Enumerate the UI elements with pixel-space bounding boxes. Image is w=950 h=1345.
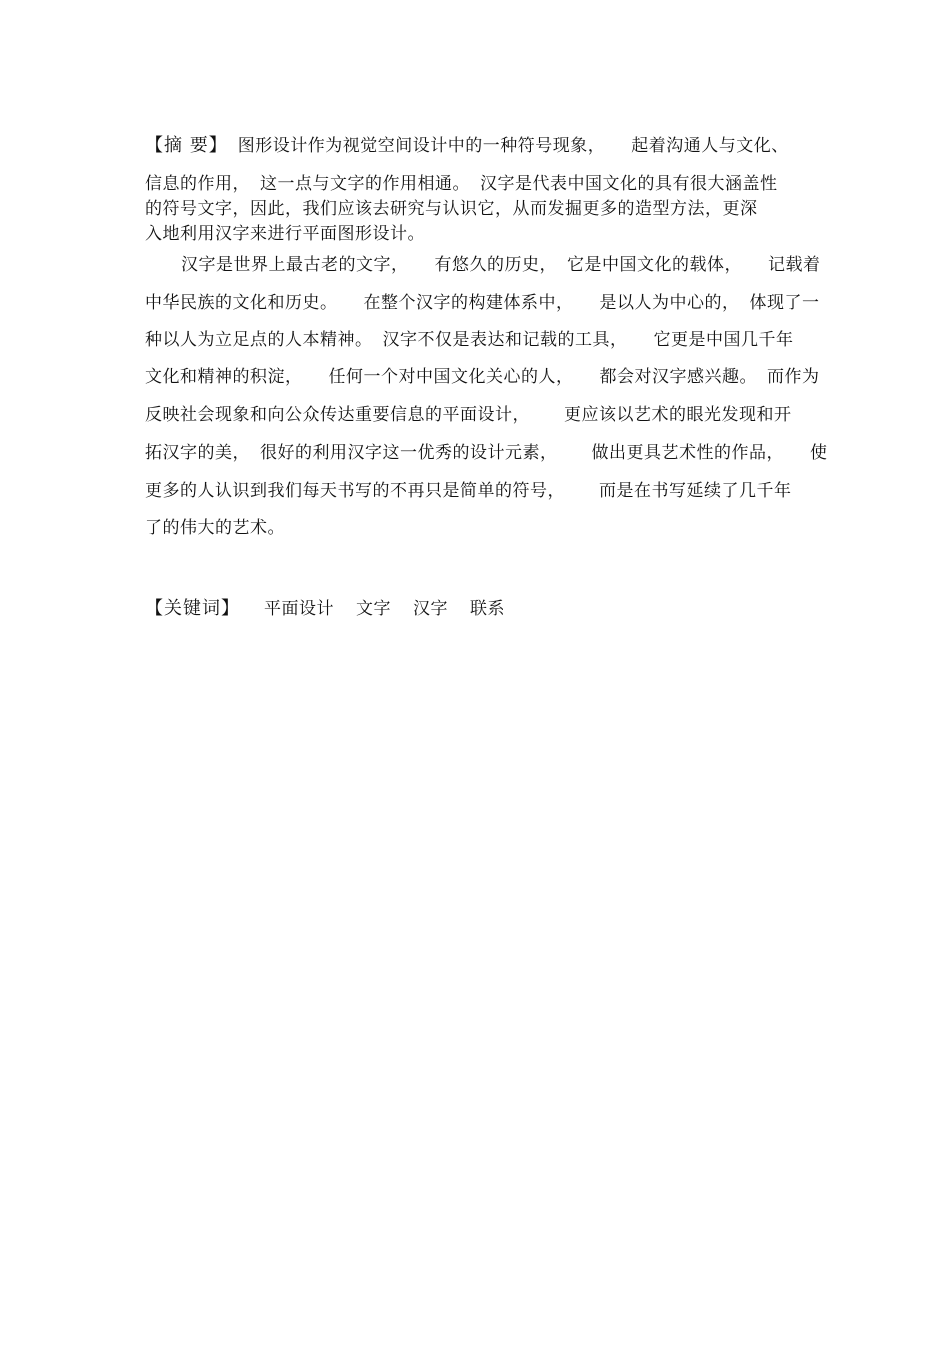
body-text: 是以人为中心的， — [599, 293, 740, 313]
body-line-6 — [145, 438, 828, 463]
body-text: 使 — [810, 443, 828, 463]
abstract-text: 图形设计作为视觉空间设计中的一种符号现象， — [237, 136, 606, 156]
body-text: 文化和精神的积淀， — [145, 367, 303, 387]
abstract-line-2 — [145, 169, 810, 194]
body-line-4 — [145, 362, 820, 387]
body-text: 更多的人认识到我们每天书写的不再只是简单的符号， — [145, 481, 565, 501]
body-text: 汉字是世界上最古老的文字， — [181, 255, 409, 275]
body-text: 任何一个对中国文化关心的人， — [328, 367, 574, 387]
abstract-text: 这一点与文字的作用相通。 — [260, 174, 470, 194]
body-text: 很好的利用汉字这一优秀的设计元素， — [260, 443, 558, 463]
abstract-text: 信息的作用， — [145, 174, 250, 194]
body-text: 反映社会现象和向公众传达重要信息的平面设计， — [145, 405, 530, 425]
abstract-line-4 — [145, 219, 810, 244]
body-line-3 — [145, 325, 810, 350]
body-text: 有悠久的历史， — [434, 255, 557, 275]
abstract-text: 汉字是代表中国文化的具有很大涵盖性 — [480, 174, 778, 194]
keyword: 文字 — [356, 599, 391, 619]
body-text: 都会对汉字感兴趣。 — [599, 367, 757, 387]
keyword: 汉字 — [413, 599, 448, 619]
abstract-text: 的符号文字，因此，我们应该去研究与认识它，从而发掘更多的造型方法，更深 — [145, 199, 758, 219]
body-text: 而是在书写延续了几千年 — [599, 481, 792, 501]
abstract-label: 【摘 要】 — [145, 135, 228, 156]
keywords-line — [145, 594, 810, 620]
body-line-8 — [145, 513, 810, 538]
body-text: 体现了一 — [749, 293, 820, 313]
body-line-2 — [145, 288, 820, 313]
body-text: 种以人为立足点的人本精神。 — [145, 330, 373, 350]
body-text: 它更是中国几千年 — [653, 330, 794, 350]
body-line-7 — [145, 476, 810, 501]
body-text: 而作为 — [767, 367, 820, 387]
body-text: 了的伟大的艺术。 — [145, 518, 285, 538]
body-text: 在整个汉字的构建体系中， — [363, 293, 574, 313]
body-line-5 — [145, 400, 810, 425]
body-text: 它是中国文化的载体， — [567, 255, 742, 275]
body-text: 拓汉字的美， — [145, 443, 250, 463]
body-text: 做出更具艺术性的作品， — [591, 443, 784, 463]
abstract-text: 入地利用汉字来进行平面图形设计。 — [145, 224, 425, 244]
abstract-line-1 — [145, 131, 810, 157]
keyword: 联系 — [470, 599, 505, 619]
keywords-label: 【关键词】 — [145, 598, 240, 619]
abstract-text: 起着沟通人与文化、 — [631, 136, 789, 156]
body-text: 汉字不仅是表达和记载的工具， — [382, 330, 628, 350]
body-text: 中华民族的文化和历史。 — [145, 293, 338, 313]
body-line-1 — [145, 250, 821, 275]
body-text: 记载着 — [768, 255, 821, 275]
abstract-line-3 — [145, 194, 810, 219]
body-text: 更应该以艺术的眼光发现和开 — [564, 405, 792, 425]
keyword: 平面设计 — [264, 599, 334, 619]
